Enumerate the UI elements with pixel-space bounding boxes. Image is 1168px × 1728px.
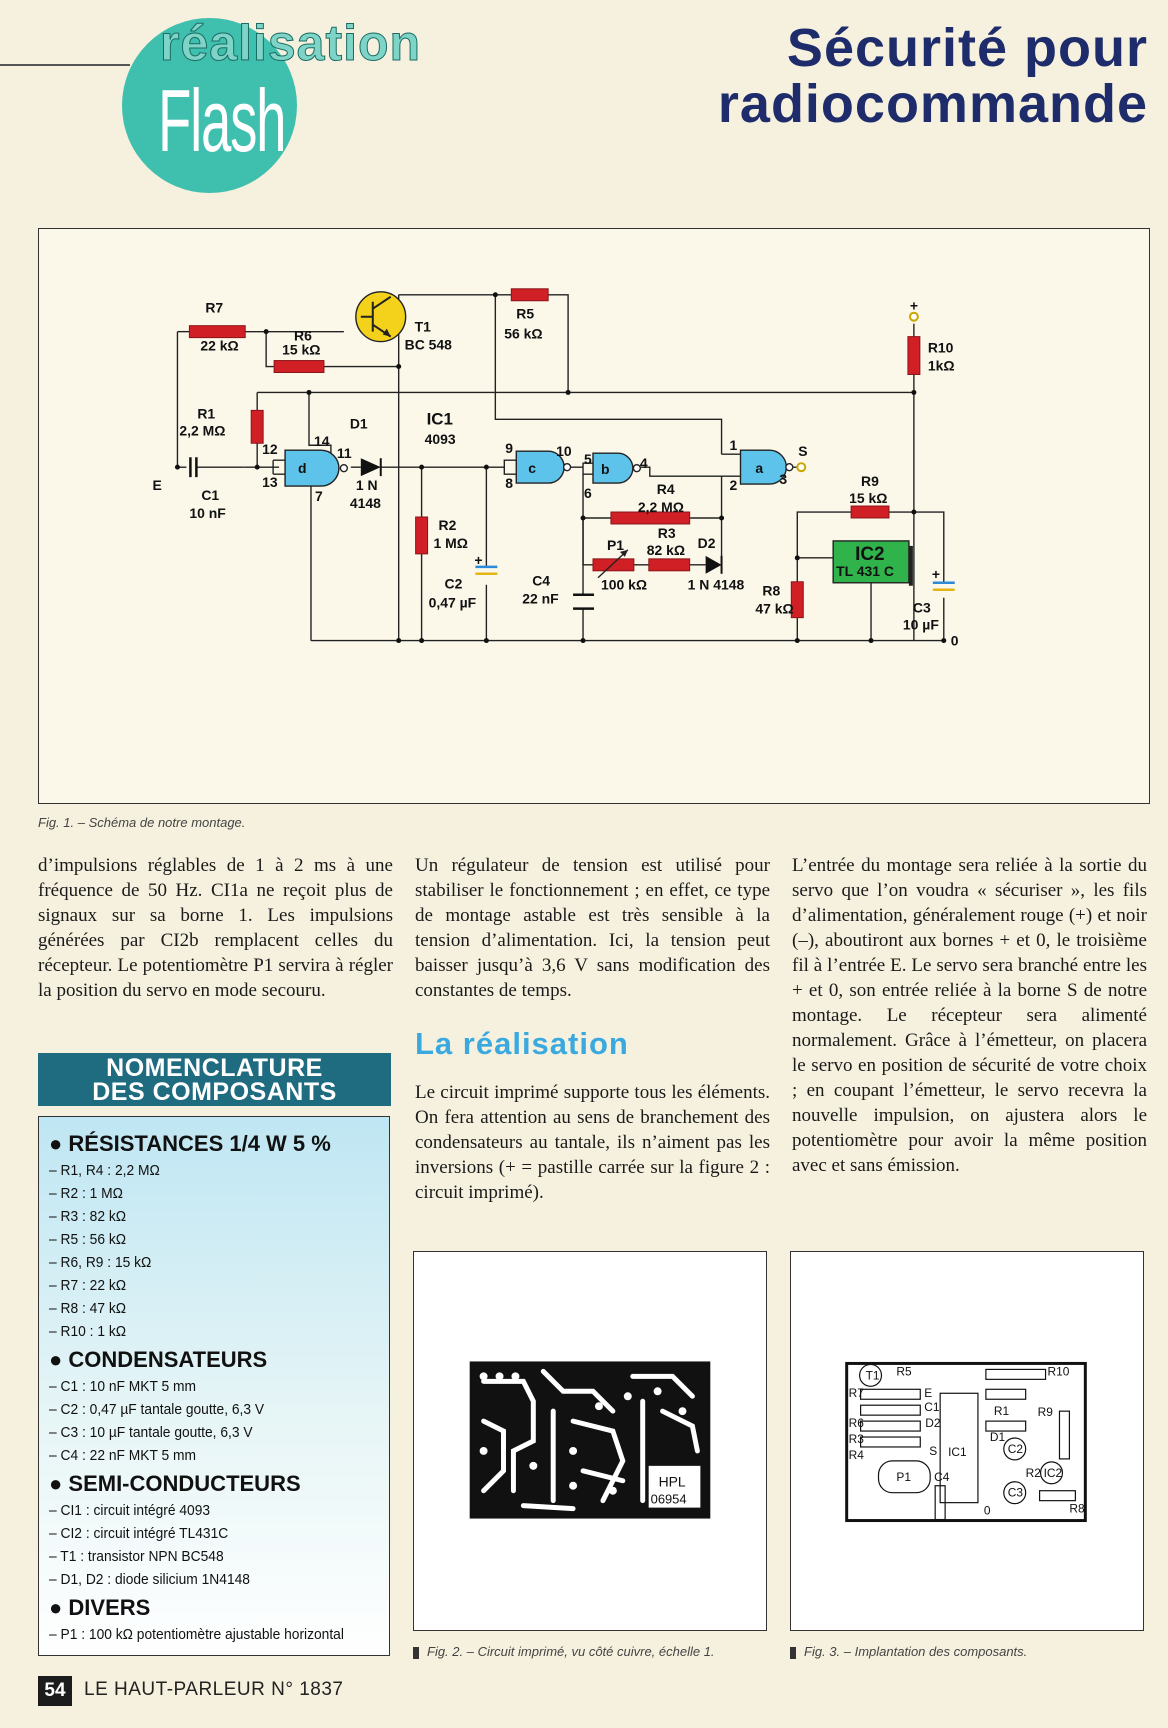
svg-text:12: 12 [262, 441, 278, 458]
svg-text:47 kΩ: 47 kΩ [755, 600, 794, 617]
svg-text:D1: D1 [349, 415, 368, 432]
pcb-mark-number: 06954 [650, 1491, 687, 1507]
svg-text:14: 14 [313, 433, 330, 450]
svg-text:C4: C4 [532, 572, 551, 589]
svg-text:82 kΩ: 82 kΩ [646, 541, 686, 558]
section-resistances: ● RÉSISTANCES 1/4 W 5 % [49, 1131, 331, 1156]
fig3-layout-figure [790, 1251, 1144, 1631]
svg-text:7: 7 [314, 488, 323, 505]
list-item: – C2 : 0,47 µF tantale goutte, 6,3 V [49, 1401, 265, 1418]
c1-capacitor [190, 457, 196, 477]
r1-resistor [251, 410, 263, 443]
list-item: – R7 : 22 kΩ [49, 1277, 127, 1294]
svg-text:4148: 4148 [349, 495, 381, 512]
r5-resistor [511, 289, 548, 301]
svg-text:0,47 µF: 0,47 µF [428, 594, 477, 611]
list-item: – R6, R9 : 15 kΩ [49, 1254, 152, 1271]
svg-text:22 kΩ: 22 kΩ [200, 337, 239, 354]
svg-text:R4: R4 [656, 481, 675, 498]
nomenclature-list [38, 1116, 390, 1656]
svg-text:R6: R6 [848, 1416, 864, 1431]
column-2-paragraph-1: Un régulateur de tension est utilisé pour stabiliser le fonctionnement ; en effet, ce type de montage astable est très sensible à la tension d’alimentation. Ici, la tension peut baisser jusqu’à 3,6 V sans modification des constantes de temps. [415, 855, 770, 1001]
svg-text:R5: R5 [516, 305, 535, 322]
svg-text:2,2 MΩ: 2,2 MΩ [179, 422, 226, 439]
list-item: – CI2 : circuit intégré TL431C [49, 1525, 229, 1542]
section-heading: La réalisation [415, 1026, 629, 1061]
svg-text:P1: P1 [896, 1469, 911, 1484]
svg-text:E: E [152, 477, 162, 494]
svg-text:IC2: IC2 [855, 543, 885, 565]
article-title [718, 20, 1148, 132]
svg-text:5: 5 [584, 451, 592, 468]
svg-text:R8: R8 [762, 582, 781, 599]
svg-text:R10: R10 [1047, 1364, 1070, 1379]
svg-text:E: E [924, 1386, 933, 1401]
schematic-figure [38, 228, 1150, 804]
s-terminal [797, 463, 805, 471]
section-semi-conducteurs: ● SEMI-CONDUCTEURS [49, 1471, 301, 1496]
list-item: – CI1 : circuit intégré 4093 [49, 1502, 211, 1519]
section-divers: ● DIVERS [49, 1595, 151, 1620]
svg-text:R7: R7 [848, 1386, 864, 1401]
r3-resistor [649, 559, 690, 571]
svg-text:15 kΩ: 15 kΩ [849, 490, 888, 507]
pcb-mark-hpl: HPL [658, 1473, 686, 1490]
svg-text:C3: C3 [1007, 1485, 1024, 1500]
svg-text:0: 0 [983, 1503, 991, 1518]
svg-text:0: 0 [950, 632, 959, 649]
svg-text:C4: C4 [934, 1469, 950, 1484]
page-number: 54 [38, 1676, 72, 1706]
svg-text:6: 6 [584, 485, 592, 502]
list-item: – R3 : 82 kΩ [49, 1208, 127, 1225]
r9-resistor [851, 506, 889, 518]
pcb-copper-drawing [414, 1252, 766, 1630]
svg-text:10: 10 [556, 443, 572, 460]
svg-text:1 N: 1 N [355, 477, 378, 494]
r7-resistor [189, 326, 245, 338]
list-item: – D1, D2 : diode silicium 1N4148 [49, 1571, 250, 1588]
svg-text:T1: T1 [865, 1368, 880, 1383]
svg-text:2,2 MΩ: 2,2 MΩ [637, 499, 684, 516]
svg-text:R6: R6 [294, 327, 312, 344]
layout-board [847, 1363, 1086, 1520]
svg-text:4093: 4093 [424, 431, 456, 448]
svg-text:15 kΩ: 15 kΩ [282, 341, 321, 358]
list-item: – T1 : transistor NPN BC548 [49, 1548, 224, 1565]
svg-text:D2: D2 [697, 534, 716, 551]
svg-text:3: 3 [779, 471, 788, 488]
svg-text:IC2: IC2 [1043, 1465, 1063, 1480]
list-item: – R10 : 1 kΩ [49, 1323, 127, 1340]
section-condensateurs: ● CONDENSATEURS [49, 1347, 268, 1372]
svg-text:R10: R10 [927, 339, 954, 356]
svg-text:1 MΩ: 1 MΩ [433, 534, 468, 551]
p1-potentiometer [593, 559, 634, 571]
r6-resistor [274, 361, 324, 373]
svg-text:56 kΩ: 56 kΩ [504, 325, 543, 342]
svg-text:R8: R8 [1069, 1501, 1085, 1516]
title-line-1: Sécurité pour [786, 18, 1148, 78]
svg-text:R3: R3 [848, 1431, 864, 1446]
header-rule [0, 64, 130, 66]
svg-text:+: + [909, 297, 919, 314]
list-item: – P1 : 100 kΩ potentiomètre ajustable horizontal [49, 1626, 344, 1643]
d2-diode [706, 556, 722, 574]
svg-text:C1: C1 [924, 1400, 940, 1415]
fig2-caption: Fig. 2. – Circuit imprimé, vu côté cuivre, échelle 1. [413, 1644, 715, 1659]
svg-text:R5: R5 [896, 1364, 912, 1379]
r10-resistor [908, 337, 920, 375]
svg-text:+: + [931, 565, 940, 582]
svg-text:d: d [298, 460, 307, 477]
title-line-2: radiocommande [717, 74, 1148, 134]
svg-text:1 N 4148: 1 N 4148 [687, 576, 745, 593]
list-item: – R2 : 1 MΩ [49, 1185, 123, 1202]
nomenclature-header-line-2: DES COMPOSANTS [92, 1078, 337, 1106]
rubric-top-word: réalisation [160, 15, 422, 71]
circuit-schematic [39, 229, 1149, 803]
svg-text:C1: C1 [201, 487, 220, 504]
svg-text:1kΩ: 1kΩ [927, 357, 955, 374]
list-item: – R5 : 56 kΩ [49, 1231, 127, 1248]
svg-text:8: 8 [505, 475, 514, 492]
d1-diode [361, 458, 381, 476]
svg-text:S: S [929, 1443, 938, 1458]
column-1-text: d’impulsions réglables de 1 à 2 ms à une fréquence de 50 Hz. CI1a ne reçoit plus de signaux sur sa borne 1. Les impulsions générées par CI2b remplacent celles du récepteur. Le potentiomètre P1 servira à régler la position du servo en mode secouru. [38, 855, 393, 1001]
fig3-caption: Fig. 3. – Implantation des composants. [790, 1644, 1027, 1659]
svg-text:T1: T1 [414, 318, 431, 335]
svg-text:D2: D2 [925, 1416, 941, 1431]
svg-text:R7: R7 [205, 299, 224, 316]
svg-text:2: 2 [729, 477, 738, 494]
svg-text:IC1: IC1 [426, 409, 453, 429]
list-item: – C4 : 22 nF MKT 5 mm [49, 1447, 196, 1464]
svg-text:1: 1 [729, 437, 738, 454]
nomenclature-header [38, 1053, 391, 1106]
fig2-pcb-figure [413, 1251, 767, 1631]
svg-text:R9: R9 [1037, 1405, 1053, 1420]
svg-text:IC1: IC1 [948, 1444, 967, 1459]
gate-d [285, 450, 339, 486]
svg-text:a: a [755, 460, 764, 477]
magazine-name: LE HAUT-PARLEUR N° 1837 [84, 1679, 344, 1700]
svg-text:C2: C2 [444, 575, 463, 592]
list-item: – R1, R4 : 2,2 MΩ [49, 1162, 160, 1179]
t1-transistor [356, 292, 406, 342]
svg-text:100 kΩ: 100 kΩ [600, 576, 648, 593]
plus-terminal [910, 313, 918, 321]
list-item: – C3 : 10 µF tantale goutte, 6,3 V [49, 1424, 253, 1441]
svg-text:+: + [474, 551, 483, 568]
list-item: – R8 : 47 kΩ [49, 1300, 127, 1317]
nomenclature-header-line-1: NOMENCLATURE [106, 1054, 323, 1082]
svg-text:R4: R4 [848, 1447, 864, 1462]
svg-text:R1: R1 [197, 405, 216, 422]
svg-text:C2: C2 [1007, 1441, 1024, 1456]
svg-text:R2: R2 [438, 516, 457, 533]
svg-text:22 nF: 22 nF [522, 590, 559, 607]
svg-text:R3: R3 [657, 524, 676, 541]
rubric-bottom-word: Flash [158, 71, 286, 170]
svg-text:11: 11 [336, 445, 352, 462]
fig1-caption: Fig. 1. – Schéma de notre montage. [38, 815, 246, 830]
svg-text:P1: P1 [606, 536, 625, 553]
component-layout-drawing [791, 1252, 1143, 1630]
svg-text:9: 9 [505, 440, 514, 457]
c4-capacitor [573, 595, 594, 609]
svg-text:4: 4 [639, 455, 648, 472]
svg-text:10 µF: 10 µF [902, 616, 939, 633]
svg-text:R1: R1 [993, 1404, 1010, 1419]
column-3-text: L’entrée du montage sera reliée à la sortie du servo que l’on voudra « sécuriser », les fils d’alimentation, généralement rouge (+) et noir (–), aboutiront aux bornes + et 0, le troisième fil à l’entrée E. Le servo sera branché entre les + et 0, son entrée reliée à la borne S de notre montage. Le récepteur sera alimenté normalement. Grâce à l’émetteur, on placera le servo en position de sécurité de votre choix ; en coupant l’émetteur, le servo recevra la nouvelle impulsion, on ajustera alors le potentiomètre pour avoir la même position avec et sans émission. [792, 855, 1147, 1176]
list-item: – C1 : 10 nF MKT 5 mm [49, 1378, 196, 1395]
svg-text:R9: R9 [861, 473, 879, 490]
svg-text:BC 548: BC 548 [404, 336, 452, 353]
gate-b [593, 453, 633, 483]
svg-text:10 nF: 10 nF [189, 504, 226, 521]
column-2-paragraph-2: Le circuit imprimé supporte tous les éléments. On fera attention au sens de branchement des condensateurs au tantale, ils n’aiment pas les inversions (+ = pastille carrée sur la figure 2 : circuit imprimé). [415, 1082, 770, 1203]
r2-resistor [416, 517, 428, 554]
svg-text:c: c [528, 460, 536, 477]
svg-text:13: 13 [262, 474, 278, 491]
svg-text:C3: C3 [912, 599, 931, 616]
svg-text:S: S [798, 443, 808, 460]
svg-text:R2: R2 [1025, 1465, 1041, 1480]
svg-text:TL 431 C: TL 431 C [836, 562, 894, 579]
svg-text:b: b [600, 461, 610, 478]
svg-text:D1: D1 [989, 1430, 1006, 1444]
